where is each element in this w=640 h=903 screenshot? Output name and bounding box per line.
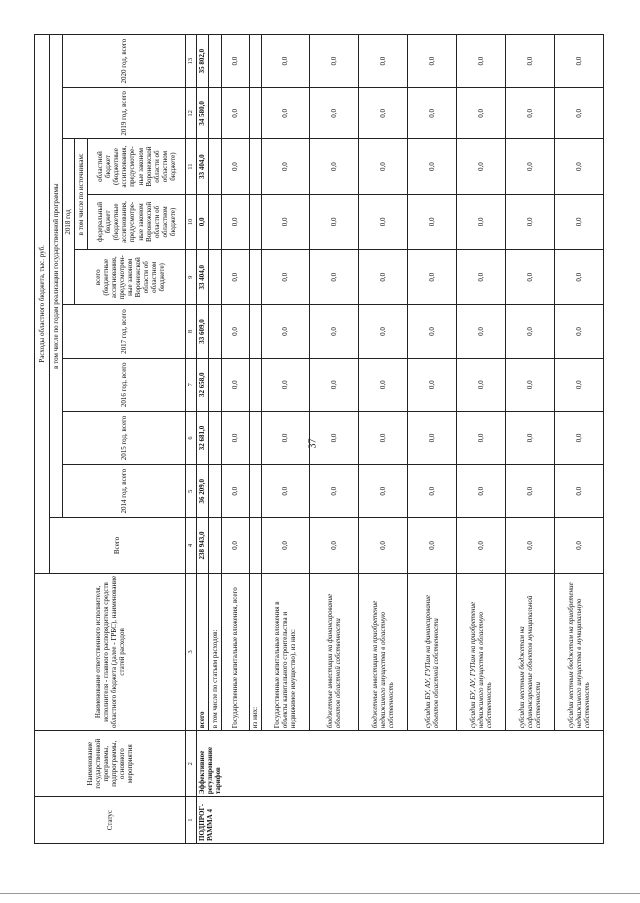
value-cell (209, 139, 222, 194)
value-cell: 0,0 (310, 139, 359, 194)
value-cell: 0,0 (554, 250, 603, 305)
value-cell: 0,0 (310, 35, 359, 88)
value-cell: 0,0 (408, 411, 457, 464)
value-cell: 0,0 (506, 35, 555, 88)
column-number: 8 (185, 305, 196, 358)
value-cell: 238 943,0 (196, 518, 209, 573)
column-number: 9 (185, 250, 196, 305)
value-cell: 0,0 (222, 358, 250, 411)
col-executor-header: Наименование ответственного исполнителя, исполнителя - главного распорядителя средств областного бюджета (далее - ГРБС), наименование статей расходов (35, 573, 186, 731)
value-cell: 0,0 (261, 465, 310, 518)
value-cell: 0,0 (359, 194, 408, 249)
column-number: 3 (185, 573, 196, 731)
value-cell: 0,0 (457, 305, 506, 358)
column-number: 6 (185, 411, 196, 464)
col-2019-header: 2019 год, всего (62, 88, 185, 139)
table-row (506, 35, 555, 844)
value-cell: 0,0 (261, 358, 310, 411)
value-cell (209, 465, 222, 518)
col-regional-header: областной бюджет (бюджетные ассигнования, предусмотре-ные законом Воронежской области об областном бюджете) (88, 139, 186, 194)
value-cell: 0,0 (261, 305, 310, 358)
value-cell: 0,0 (457, 250, 506, 305)
col-2016-header: 2016 год, всего (62, 358, 185, 411)
value-cell: 0,0 (261, 194, 310, 249)
value-cell: 0,0 (457, 465, 506, 518)
value-cell: 33 404,0 (196, 250, 209, 305)
column-number: 11 (185, 139, 196, 194)
value-cell (209, 35, 222, 88)
column-number: 12 (185, 88, 196, 139)
value-cell: 0,0 (222, 250, 250, 305)
value-cell: 36 209,0 (196, 465, 209, 518)
col-2017-header: 2017 год, всего (62, 305, 185, 358)
expenses-table (34, 34, 604, 844)
value-cell: 0,0 (310, 194, 359, 249)
value-cell (209, 250, 222, 305)
col-2014-header: 2014 год, всего (62, 465, 185, 518)
value-cell: 0,0 (506, 518, 555, 573)
value-cell: 0,0 (506, 194, 555, 249)
expenses-title: Расходы областного бюджета, тыс. руб. (35, 35, 50, 574)
value-cell: 0,0 (554, 465, 603, 518)
column-number: 4 (185, 518, 196, 573)
value-cell: 0,0 (554, 411, 603, 464)
value-cell: 0,0 (554, 194, 603, 249)
table-row (457, 35, 506, 844)
value-cell: 0,0 (310, 305, 359, 358)
row-label: Государственные капитальные вложения, всего (222, 573, 250, 731)
rotated-page (34, 34, 604, 844)
table-row (222, 35, 250, 844)
value-cell: 0,0 (196, 194, 209, 249)
value-cell: 0,0 (506, 250, 555, 305)
value-cell: 0,0 (554, 305, 603, 358)
value-cell: 0,0 (457, 139, 506, 194)
value-cell: 34 580,0 (196, 88, 209, 139)
value-cell: 0,0 (457, 358, 506, 411)
value-cell (249, 250, 261, 305)
value-cell: 0,0 (506, 88, 555, 139)
row-label: бюджетные инвестиции на приобретение недвижимого имущества в областную собственность (359, 573, 408, 731)
value-cell: 0,0 (408, 465, 457, 518)
value-cell: 0,0 (359, 411, 408, 464)
value-cell: 0,0 (408, 35, 457, 88)
col-2018-total-header: всего (бюджетные ассигнования, предусмотрен-ные законом Воронежской области об областном бюджете) (75, 250, 186, 305)
value-cell: 0,0 (554, 518, 603, 573)
value-cell: 0,0 (359, 88, 408, 139)
value-cell: 33 404,0 (196, 139, 209, 194)
value-cell: 0,0 (554, 139, 603, 194)
row-label: субсидии местным бюджетам на приобретение недвижимого имущества в муниципальную собственность (554, 573, 603, 731)
value-cell: 0,0 (506, 305, 555, 358)
subprogram-status: ПОДПРОГ- РАММА 4 (196, 797, 603, 844)
value-cell: 0,0 (359, 35, 408, 88)
bottom-rule (0, 893, 640, 894)
value-cell: 0,0 (310, 250, 359, 305)
row-label: бюджетные инвестиции на финансирование объектов областной собственности (310, 573, 359, 731)
column-number: 7 (185, 358, 196, 411)
value-cell (249, 465, 261, 518)
value-cell: 0,0 (261, 88, 310, 139)
col-2020-header: 2020 год, всего (62, 35, 185, 88)
value-cell: 0,0 (359, 358, 408, 411)
value-cell (209, 88, 222, 139)
value-cell: 0,0 (222, 35, 250, 88)
value-cell (249, 411, 261, 464)
page-number: 37 (307, 438, 319, 449)
value-cell: 0,0 (408, 305, 457, 358)
col-2015-header: 2015 год, всего (62, 411, 185, 464)
value-cell: 0,0 (222, 305, 250, 358)
value-cell: 0,0 (506, 465, 555, 518)
value-cell (249, 305, 261, 358)
value-cell (209, 194, 222, 249)
value-cell (249, 35, 261, 88)
value-cell: 0,0 (261, 518, 310, 573)
value-cell (209, 518, 222, 573)
table-row (249, 35, 261, 844)
value-cell: 0,0 (554, 358, 603, 411)
value-cell (249, 88, 261, 139)
value-cell (209, 358, 222, 411)
column-number: 1 (185, 797, 196, 844)
value-cell: 0,0 (408, 88, 457, 139)
table-row (196, 35, 209, 844)
value-cell: 0,0 (554, 88, 603, 139)
value-cell: 0,0 (457, 35, 506, 88)
value-cell (209, 411, 222, 464)
value-cell: 0,0 (222, 518, 250, 573)
col-status-header: Статус (35, 797, 186, 844)
value-cell: 0,0 (261, 250, 310, 305)
value-cell: 0,0 (506, 411, 555, 464)
row-label: субсидии БУ, АУ, ГУПам на приобретение недвижимого имущества в областную собственность (457, 573, 506, 731)
table-row (261, 35, 310, 844)
value-cell: 0,0 (310, 518, 359, 573)
column-number: 2 (185, 731, 196, 797)
value-cell: 0,0 (310, 465, 359, 518)
value-cell: 0,0 (506, 139, 555, 194)
row-label: всего (196, 573, 209, 731)
value-cell: 0,0 (457, 88, 506, 139)
value-cell: 0,0 (222, 139, 250, 194)
value-cell: 0,0 (506, 358, 555, 411)
value-cell: 0,0 (222, 411, 250, 464)
value-cell: 0,0 (310, 411, 359, 464)
column-number: 10 (185, 194, 196, 249)
table-row (209, 35, 222, 844)
value-cell (249, 518, 261, 573)
value-cell: 0,0 (457, 411, 506, 464)
value-cell: 0,0 (359, 518, 408, 573)
value-cell: 0,0 (261, 139, 310, 194)
row-label: Государственные капитальные вложения в объекты капитального строительства и недвижимое имущество), из них: (261, 573, 310, 731)
by-sources-header: в том числе по источникам: (75, 139, 88, 250)
column-number: 5 (185, 465, 196, 518)
value-cell: 0,0 (261, 35, 310, 88)
col-program-header: Наименование государственной программы, подпрограммы, основного мероприятия (35, 731, 186, 797)
value-cell: 0,0 (408, 250, 457, 305)
value-cell: 33 609,0 (196, 305, 209, 358)
value-cell: 0,0 (359, 250, 408, 305)
col-federal-header: федеральный бюджет (бюджетные ассигнования, предусмотре-ные законом Воронежской области об областном бюджете) (88, 194, 186, 249)
value-cell: 32 681,0 (196, 411, 209, 464)
column-number: 13 (185, 35, 196, 88)
value-cell: 32 658,0 (196, 358, 209, 411)
row-label: субсидии БУ, АУ, ГУПам на финансирование объектов областной собственности (408, 573, 457, 731)
value-cell: 0,0 (261, 411, 310, 464)
row-label: в том числе по статьям расходов: (209, 573, 222, 731)
value-cell (249, 358, 261, 411)
table-row (408, 35, 457, 844)
value-cell: 35 802,0 (196, 35, 209, 88)
value-cell: 0,0 (457, 194, 506, 249)
value-cell: 0,0 (310, 88, 359, 139)
value-cell: 0,0 (408, 518, 457, 573)
row-label: субсидии местным бюджетам на софинансирование объектов муниципальной собственности (506, 573, 555, 731)
value-cell: 0,0 (359, 139, 408, 194)
value-cell: 0,0 (310, 358, 359, 411)
col-2018-header: 2018 год (62, 139, 75, 305)
value-cell: 0,0 (408, 358, 457, 411)
value-cell: 0,0 (457, 518, 506, 573)
value-cell: 0,0 (222, 88, 250, 139)
col-total-header: Всего (49, 518, 185, 573)
by-years-header: в том числе по годам реализации государственной программы (49, 35, 62, 518)
subprogram-name: Эффективное регулирование тарифов (196, 731, 603, 797)
value-cell: 0,0 (408, 139, 457, 194)
value-cell: 0,0 (359, 465, 408, 518)
value-cell: 0,0 (222, 194, 250, 249)
row-label: из них: (249, 573, 261, 731)
value-cell: 0,0 (408, 194, 457, 249)
table-row (554, 35, 603, 844)
value-cell (249, 139, 261, 194)
value-cell: 0,0 (359, 305, 408, 358)
value-cell (249, 194, 261, 249)
value-cell: 0,0 (554, 35, 603, 88)
value-cell: 0,0 (222, 465, 250, 518)
table-row (359, 35, 408, 844)
column-numbers-row (185, 35, 196, 844)
value-cell (209, 305, 222, 358)
table-row (310, 35, 359, 844)
